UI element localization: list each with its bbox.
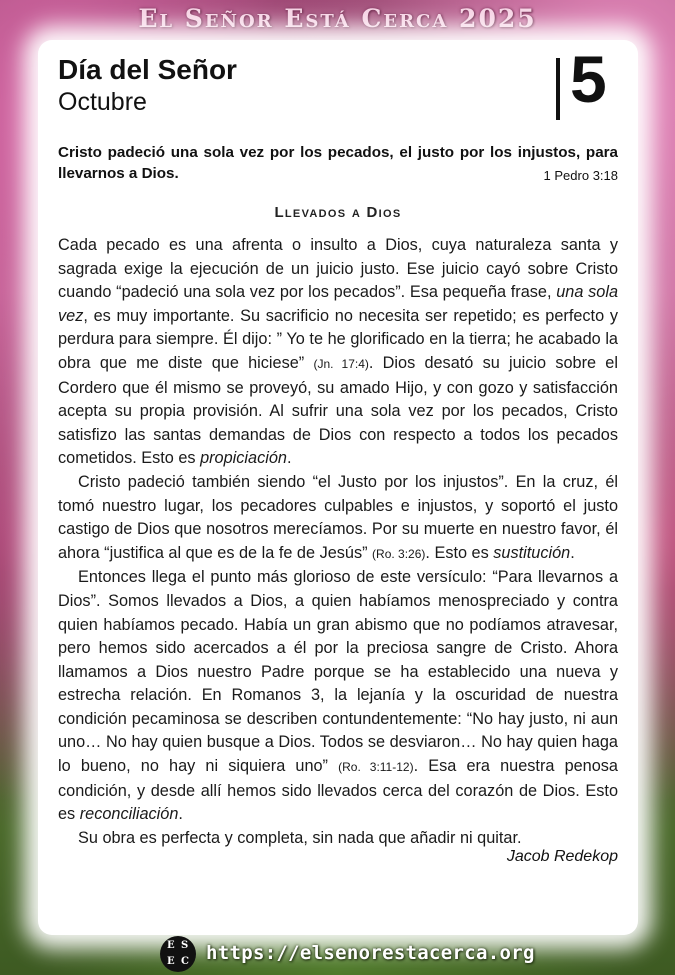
day-divider (556, 58, 560, 120)
paragraph-1: Cada pecado es una afrenta o insulto a Dios, cuya naturaleza santa y sagrada exige la ejecución de un juicio justo. Ese juicio cayó sobre Cristo cuando “padeció una sola vez por los pecados”. Esa pequeña frase, una sola vez, es muy importante. Su sacrificio no necesita ser repetido; es perfecto y perdura para siempre. Él dijo: ” Yo te he glorificado en la tierra; he acabado la obra que me diste que hiciese” (Jn. 17:4). Dios desató su juicio sobre el Cordero que él mismo se proveyó, su amado Hijo, y con gozo y satisfacción acepta su propia provisión. Al sufrir una sola vez por los pecados, Cristo satisfizo las santas demandas de Dios con respecto a todos los pecados cometidos. Esto es propiciación. (58, 236, 618, 468)
verse-reference: 1 Pedro 3:18 (543, 168, 618, 183)
paragraph-3: Entonces llega el punto más glorioso de este versículo: “Para llevarnos a Dios”. Somos llevados a Dios, a quien habíamos menospreciado y contra quien habíamos pecado. Había un gran abismo que no podíamos atravesar, pero hemos sido acercados a él por la preciosa sangre de Cristo. Ahora llamamos a Dios nuestro Padre porque se ha establecido una nueva y estrecha relación. En Romanos 3, la lejanía y la oscuridad de nuestra condición pecaminosa se describen contundentemente: “No hay justo, ni aun uno… No hay quien busque a Dios. Todos se desviaron… No hay quien haga lo bueno, no hay ni siquiera uno” (Ro. 3:11-12). Esa era nuestra penosa condición, y desde allí hemos sido llevados cerca del corazón de Dios. Esto es reconciliación. (58, 568, 618, 824)
day-name: Día del Señor (58, 54, 237, 85)
article-body (58, 234, 618, 850)
day-number: 5 (570, 42, 607, 116)
scripture-ref: (Ro. 3:11-12) (338, 760, 414, 775)
header-title: El Señor Está Cerca 2025 (138, 4, 537, 33)
month: Octubre (58, 88, 147, 116)
emphasis-text: una sola vez (58, 283, 618, 325)
emphasis-text: sustitución (493, 543, 571, 562)
author: Jacob Redekop (506, 848, 618, 865)
scripture-ref: (Jn. 17:4) (313, 356, 369, 371)
article-title: Llevados a Dios (274, 204, 402, 221)
paragraph-4: Su obra es perfecta y completa, sin nada que añadir ni quitar. (78, 828, 522, 847)
devotional-panel (38, 40, 638, 935)
emphasis-text: reconciliación (79, 805, 179, 824)
logo-icon: E S E C (160, 936, 196, 972)
verse-text: Cristo padeció una sola vez por los pecados, el justo por los injustos, para llevarnos a Dios. (58, 144, 618, 182)
scripture-ref: (Ro. 3:26) (372, 546, 426, 561)
website-link[interactable]: https://elsenorestacerca.org (206, 942, 535, 964)
key-verse (58, 142, 618, 186)
paragraph-2: Cristo padeció también siendo “el Justo por los injustos”. En la cruz, él tomó nuestro lugar, los pecadores culpables e injustos, y soportó el justo castigo de Dios que nosotros merecíamos. Por su muerte en nuestro favor, él ahora “justifica al que es de la fe de Jesús” (Ro. 3:26). Esto es sustitución. (58, 472, 618, 562)
emphasis-text: propiciación (200, 449, 287, 468)
